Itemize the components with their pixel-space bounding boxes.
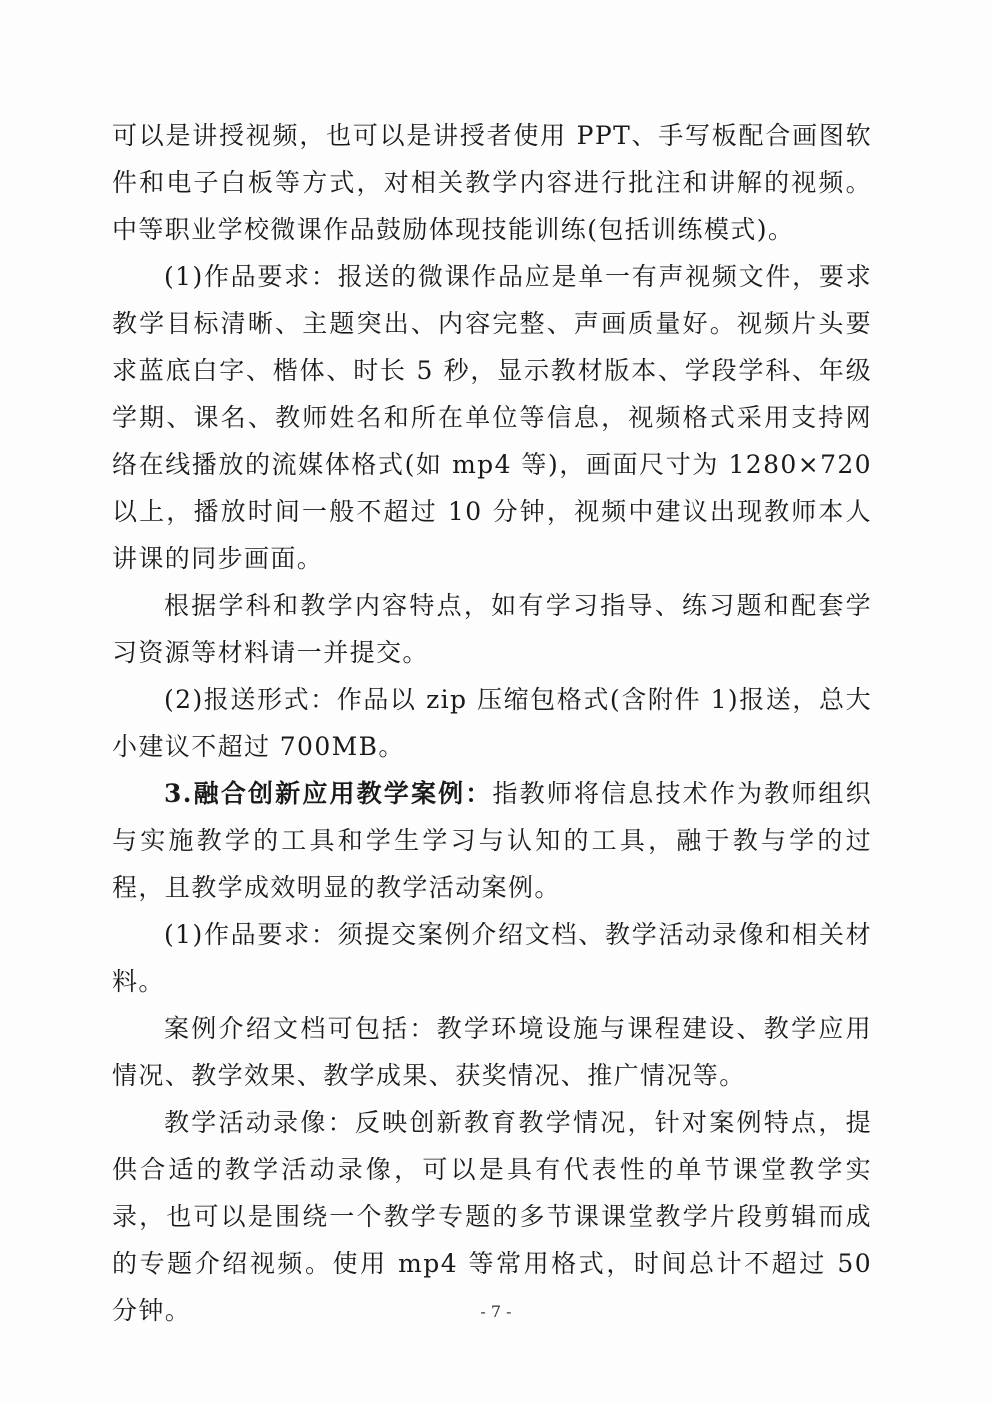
paragraph-teaching-video: 教学活动录像：反映创新教育教学情况，针对案例特点，提供合适的教学活动录像，可以是具有代表性的单节课堂教学实录，也可以是围绕一个教学专题的多节课课堂教学片段剪辑而成的专题介绍视频。使用 mp4 等常用格式，时间总计不超过 50 分钟。 (112, 1108, 872, 1325)
section-3-text: 指教师将信息技术作为教师组织与实施教学的工具和学生学习与认知的工具，融于教与学的过程，且教学成效明显的教学活动案例。 (112, 779, 872, 902)
paragraph-work-requirements: (1)作品要求：报送的微课作品应是单一有声视频文件，要求教学目标清晰、主题突出、内容完整、声画质量好。视频片头要求蓝底白字、楷体、时长 5 秒，显示教材版本、学段学科、年级学期、课名、教师姓名和所在单位等信息，视频格式采用支持网络在线播放的流媒体格式(如 mp4 等)，画面尺寸为 1280×720 以上，播放时间一般不超过 10 分钟，视频中建议出现教师本人讲课的同步画面。 (112, 262, 872, 573)
paragraph-case-document: 案例介绍文档可包括：教学环境设施与课程建设、教学应用情况、教学效果、教学成果、获奖情况、推广情况等。 (112, 1014, 872, 1090)
paragraph-materials: 根据学科和教学内容特点，如有学习指导、练习题和配套学习资源等材料请一并提交。 (112, 591, 872, 667)
section-3-paragraph (112, 770, 872, 911)
paragraph-continued: 可以是讲授视频，也可以是讲授者使用 PPT、手写板配合画图软件和电子白板等方式，对相关教学内容进行批注和讲解的视频。中等职业学校微课作品鼓励体现技能训练(包括训练模式)。 (112, 121, 872, 244)
body-text (112, 112, 872, 1334)
section-3-heading: 3.融合创新应用教学案例： (164, 779, 493, 808)
page-number: - 7 - (480, 1302, 512, 1321)
paragraph-submission-format: (2)报送形式：作品以 zip 压缩包格式(含附件 1)报送，总大小建议不超过 700MB。 (112, 685, 872, 761)
paragraph-case-requirements: (1)作品要求：须提交案例介绍文档、教学活动录像和相关材料。 (112, 920, 872, 996)
